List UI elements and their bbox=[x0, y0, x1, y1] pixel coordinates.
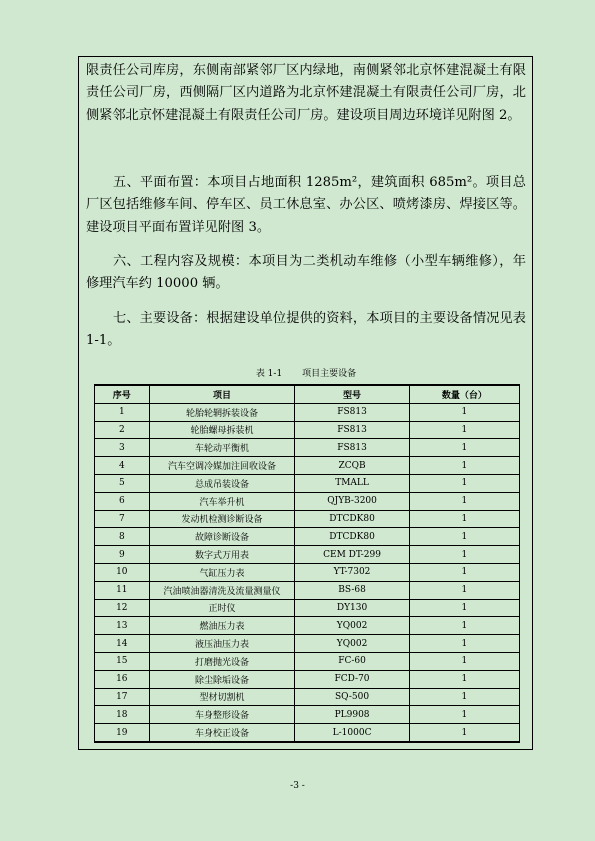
cell-quantity: 1 bbox=[409, 492, 519, 510]
table-row bbox=[95, 457, 520, 475]
cell-model: DTCDK80 bbox=[295, 528, 409, 546]
table-caption-title: 项目主要设备 bbox=[302, 369, 357, 379]
table-row bbox=[95, 724, 520, 742]
table-row bbox=[95, 581, 520, 599]
cell-quantity: 1 bbox=[409, 457, 519, 475]
header-model: 型号 bbox=[295, 385, 409, 403]
cell-item: 汽车举升机 bbox=[149, 492, 295, 510]
cell-item: 车身整形设备 bbox=[149, 706, 295, 724]
cell-model: YT-7302 bbox=[295, 563, 409, 581]
cell-index: 12 bbox=[95, 599, 150, 617]
cell-item: 轮胎轮辋拆装设备 bbox=[149, 403, 295, 421]
cell-model: FCD-70 bbox=[295, 670, 409, 688]
cell-index: 11 bbox=[95, 581, 150, 599]
table-body bbox=[95, 403, 520, 742]
cell-item: 液压油压力表 bbox=[149, 635, 295, 653]
cell-model: BS-68 bbox=[295, 581, 409, 599]
cell-quantity: 1 bbox=[409, 439, 519, 457]
cell-model: L-1000C bbox=[295, 724, 409, 742]
cell-item: 轮胎螺母拆装机 bbox=[149, 421, 295, 439]
table-row bbox=[95, 546, 520, 564]
cell-quantity: 1 bbox=[409, 474, 519, 492]
header-index: 序号 bbox=[95, 385, 150, 403]
table-caption bbox=[86, 366, 526, 379]
cell-index: 10 bbox=[95, 563, 150, 581]
cell-model: FS813 bbox=[295, 421, 409, 439]
cell-item: 数字式万用表 bbox=[149, 546, 295, 564]
cell-item: 发动机检测诊断设备 bbox=[149, 510, 295, 528]
paragraph-equipment: 七、主要设备：根据建设单位提供的资料，本项目的主要设备情况见表 1-1。 bbox=[86, 311, 526, 349]
table-row bbox=[95, 563, 520, 581]
cell-index: 1 bbox=[95, 403, 150, 421]
table-caption-number: 表 1-1 bbox=[255, 369, 283, 379]
cell-model: YQ002 bbox=[295, 635, 409, 653]
cell-model: CEM DT-299 bbox=[295, 546, 409, 564]
cell-index: 17 bbox=[95, 688, 150, 706]
cell-quantity: 1 bbox=[409, 706, 519, 724]
page-number: -3 - bbox=[290, 781, 305, 791]
cell-model: QJYB-3200 bbox=[295, 492, 409, 510]
cell-item: 车身校正设备 bbox=[149, 724, 295, 742]
paragraph-surroundings: 限责任公司库房，东侧南部紧邻厂区内绿地，南侧紧邻北京怀建混凝土有限责任公司厂房，西侧隔厂区内道路为北京怀建混凝土有限责任公司厂房，北侧紧邻北京怀建混凝土有限责任公司厂房。建设项目周边环境详见附图 2。 bbox=[86, 63, 526, 123]
paragraph-scope: 六、工程内容及规模：本项目为二类机动车维修（小型车辆维修），年修理汽车约 10000 辆。 bbox=[86, 254, 526, 292]
cell-item: 型材切割机 bbox=[149, 688, 295, 706]
cell-index: 4 bbox=[95, 457, 150, 475]
cell-item: 汽车空调冷媒加注回收设备 bbox=[149, 457, 295, 475]
cell-item: 总成吊装设备 bbox=[149, 474, 295, 492]
cell-index: 8 bbox=[95, 528, 150, 546]
cell-quantity: 1 bbox=[409, 635, 519, 653]
table-row bbox=[95, 652, 520, 670]
cell-model: FS813 bbox=[295, 439, 409, 457]
table-row bbox=[95, 492, 520, 510]
table-row bbox=[95, 403, 520, 421]
cell-item: 汽油喷油器清洗及流量测量仪 bbox=[149, 581, 295, 599]
cell-index: 3 bbox=[95, 439, 150, 457]
cell-index: 7 bbox=[95, 510, 150, 528]
table-row bbox=[95, 688, 520, 706]
table-row bbox=[95, 706, 520, 724]
cell-item: 故障诊断设备 bbox=[149, 528, 295, 546]
cell-index: 18 bbox=[95, 706, 150, 724]
cell-quantity: 1 bbox=[409, 546, 519, 564]
cell-item: 正时仪 bbox=[149, 599, 295, 617]
table-row bbox=[95, 421, 520, 439]
cell-model: FS813 bbox=[295, 403, 409, 421]
table-header-row bbox=[95, 385, 520, 403]
cell-model: DTCDK80 bbox=[295, 510, 409, 528]
cell-item: 车轮动平衡机 bbox=[149, 439, 295, 457]
cell-index: 6 bbox=[95, 492, 150, 510]
cell-quantity: 1 bbox=[409, 403, 519, 421]
cell-quantity: 1 bbox=[409, 617, 519, 635]
cell-item: 燃油压力表 bbox=[149, 617, 295, 635]
table-row bbox=[95, 510, 520, 528]
cell-model: SQ-500 bbox=[295, 688, 409, 706]
cell-model: DY130 bbox=[295, 599, 409, 617]
cell-index: 19 bbox=[95, 724, 150, 742]
cell-quantity: 1 bbox=[409, 528, 519, 546]
cell-model: YQ002 bbox=[295, 617, 409, 635]
cell-quantity: 1 bbox=[409, 724, 519, 742]
header-quantity: 数量（台） bbox=[409, 385, 519, 403]
cell-quantity: 1 bbox=[409, 563, 519, 581]
table-row bbox=[95, 474, 520, 492]
table-row bbox=[95, 439, 520, 457]
cell-index: 16 bbox=[95, 670, 150, 688]
table-row bbox=[95, 528, 520, 546]
table-row bbox=[95, 670, 520, 688]
cell-quantity: 1 bbox=[409, 510, 519, 528]
table-row bbox=[95, 635, 520, 653]
cell-item: 打磨抛光设备 bbox=[149, 652, 295, 670]
equipment-table bbox=[94, 384, 520, 743]
cell-item: 除尘除垢设备 bbox=[149, 670, 295, 688]
cell-item: 气缸压力表 bbox=[149, 563, 295, 581]
paragraph-layout: 五、平面布置：本项目占地面积 1285m²，建筑面积 685m²。项目总厂区包括维修车间、停车区、员工休息室、办公区、喷烤漆房、焊接区等。建设项目平面布置详见附图 3。 bbox=[86, 175, 526, 235]
cell-index: 2 bbox=[95, 421, 150, 439]
header-item: 项目 bbox=[149, 385, 295, 403]
table-row bbox=[95, 617, 520, 635]
cell-model: PL9908 bbox=[295, 706, 409, 724]
cell-index: 13 bbox=[95, 617, 150, 635]
cell-quantity: 1 bbox=[409, 670, 519, 688]
cell-model: FC-60 bbox=[295, 652, 409, 670]
cell-index: 9 bbox=[95, 546, 150, 564]
cell-index: 15 bbox=[95, 652, 150, 670]
cell-quantity: 1 bbox=[409, 688, 519, 706]
cell-quantity: 1 bbox=[409, 599, 519, 617]
table-row bbox=[95, 599, 520, 617]
cell-model: TMALL bbox=[295, 474, 409, 492]
cell-model: ZCQB bbox=[295, 457, 409, 475]
cell-quantity: 1 bbox=[409, 421, 519, 439]
cell-index: 14 bbox=[95, 635, 150, 653]
cell-quantity: 1 bbox=[409, 652, 519, 670]
cell-index: 5 bbox=[95, 474, 150, 492]
cell-quantity: 1 bbox=[409, 581, 519, 599]
